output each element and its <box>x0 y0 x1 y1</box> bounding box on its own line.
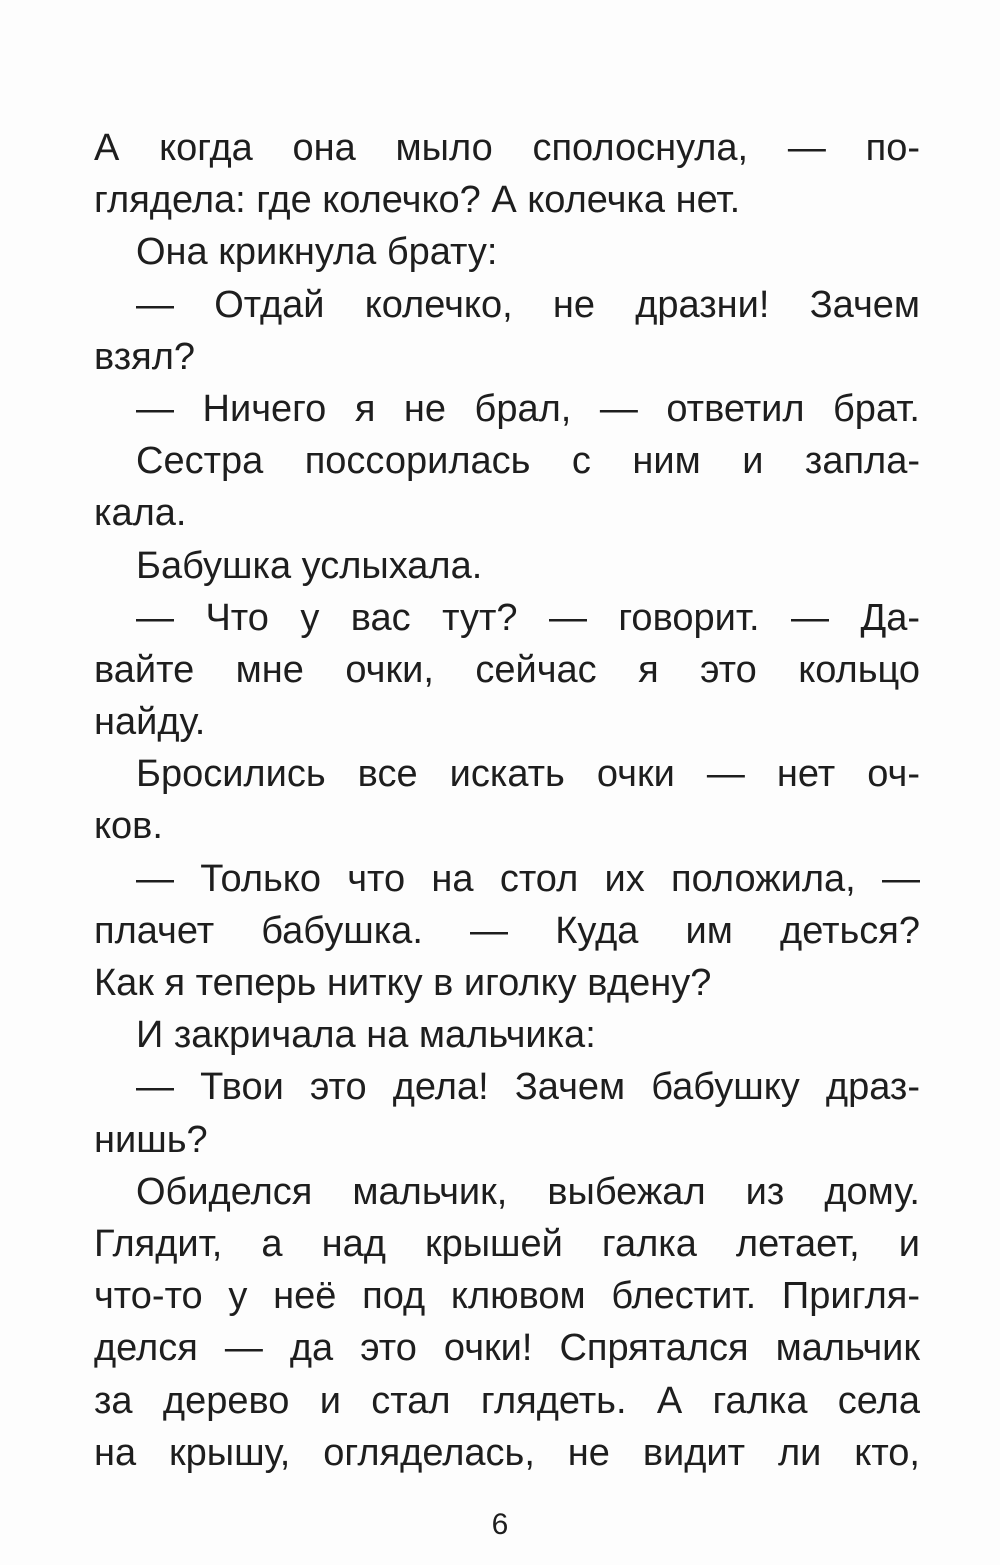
text-line: А когда она мыло сполоснула, — по- <box>94 127 920 169</box>
text-line: Сестра поссорилась с ним и запла- <box>136 440 920 483</box>
text-line: — Что у вас тут? — говорит. — Да- <box>136 596 920 639</box>
page-number: 6 <box>491 1508 509 1541</box>
text-line: Глядит, а над крышей галка летает, и <box>94 1222 920 1265</box>
text-line: кала. <box>94 492 187 535</box>
text-line: делся — да это очки! Спрятался мальчик <box>94 1327 920 1370</box>
text-line: Как я теперь нитку в иголку вдену? <box>94 962 712 1004</box>
text-line: найду. <box>94 701 206 744</box>
text-line: Обиделся мальчик, выбежал из дому. <box>136 1170 920 1213</box>
text-line: — Ничего я не брал, — ответил брат. <box>136 387 920 430</box>
text-line: И закричала на мальчика: <box>136 1014 596 1057</box>
text-line: — Отдай колечко, не дразни! Зачем <box>136 283 920 326</box>
text-line: Бросились все искать очки — нет оч- <box>136 753 920 796</box>
text-line: Она крикнула брату: <box>136 231 498 274</box>
text-line: — Только что на стол их положила, — <box>136 857 920 900</box>
text-line: глядела: где колечко? А колечка нет. <box>94 179 741 222</box>
text-line: за дерево и стал глядеть. А галка села <box>94 1379 920 1422</box>
text-line: что-то у неё под клювом блестит. Пригля- <box>94 1275 920 1318</box>
text-line: Бабушка услыхала. <box>136 544 483 587</box>
text-line: — Твои это дела! Зачем бабушку драз- <box>136 1066 920 1109</box>
text-line: плачет бабушка. — Куда им деться? <box>94 909 920 952</box>
text-line: нишь? <box>94 1118 208 1161</box>
text-line: вайте мне очки, сейчас я это кольцо <box>94 648 920 691</box>
text-line: ков. <box>94 805 163 848</box>
body-text <box>94 122 920 1479</box>
text-line: взял? <box>94 335 196 378</box>
text-line: на крышу, огляделась, не видит ли кто, <box>94 1431 920 1474</box>
